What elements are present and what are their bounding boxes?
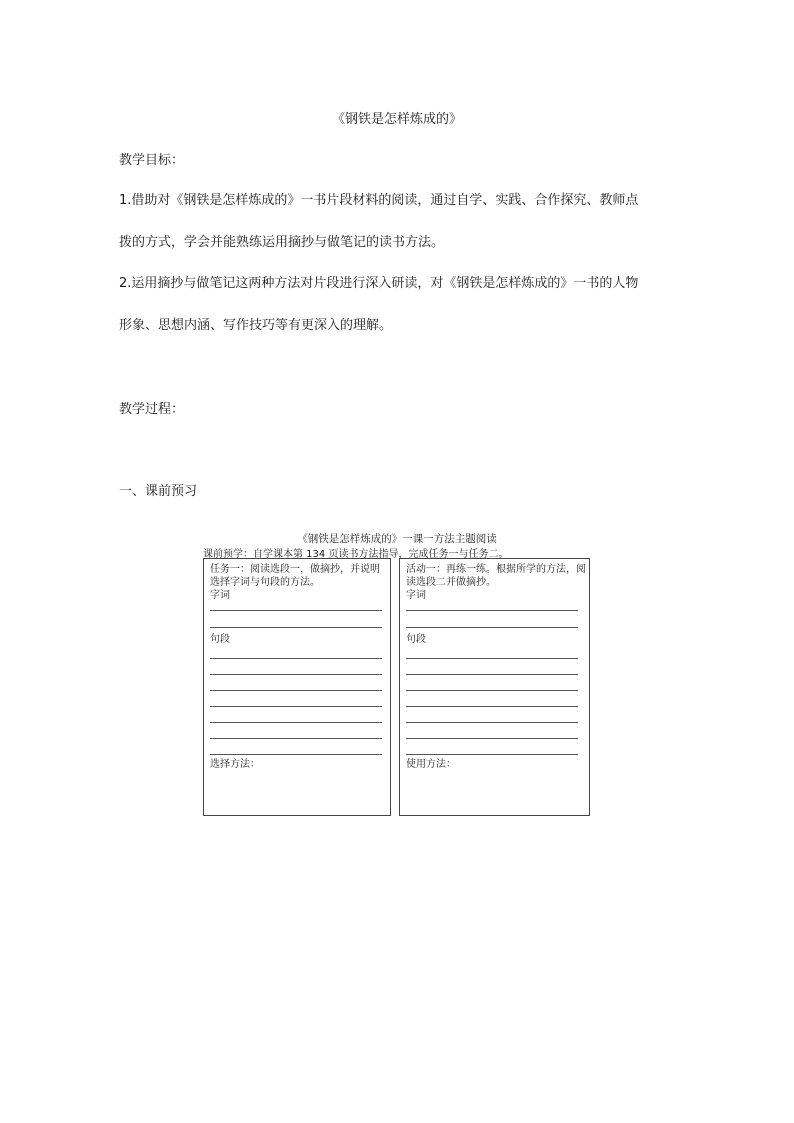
- answer-line: [406, 627, 578, 628]
- answer-line: [210, 658, 382, 659]
- task-1-line-1: 任务一：阅读选段一，做摘抄，并说明: [210, 564, 380, 575]
- activity-1-method-label: 使用方法：: [406, 759, 456, 770]
- answer-line: [406, 610, 578, 611]
- worksheet-subtitle: 课前预学：自学课本第 134 页读书方法指导，完成任务一与任务二。: [203, 549, 509, 560]
- answer-line: [210, 674, 382, 675]
- objective-2-line-1: 2.运用摘抄与做笔记这两种方法对片段进行深入研读，对《钢铁是怎样炼成的》一书的人物: [119, 276, 639, 291]
- objective-1-line-2: 拨的方式，学会并能熟练运用摘抄与做笔记的读书方法。: [119, 235, 445, 250]
- answer-line: [406, 706, 578, 707]
- answer-line: [210, 690, 382, 691]
- objective-2-line-2: 形象、思想内涵、写作技巧等有更深入的理解。: [119, 318, 393, 333]
- activity-1-box: [399, 558, 590, 816]
- document-title: 《钢铁是怎样炼成的》: [331, 112, 462, 127]
- answer-line: [406, 674, 578, 675]
- task-1-method-label: 选择方法：: [210, 759, 260, 770]
- task-1-words-label: 字词: [210, 590, 230, 601]
- worksheet-title: 《钢铁是怎样炼成的》一课一方法主题阅读: [297, 533, 497, 545]
- activity-1-line-1: 活动一：再练一练。根据所学的方法，阅: [406, 564, 586, 575]
- task-1-sentences-label: 句段: [210, 634, 230, 645]
- answer-line: [406, 722, 578, 723]
- answer-line: [406, 658, 578, 659]
- activity-1-sentences-label: 句段: [406, 634, 426, 645]
- process-heading: 教学过程：: [119, 402, 185, 417]
- answer-line: [210, 754, 382, 755]
- section-1-heading: 一、课前预习: [119, 484, 198, 499]
- answer-line: [406, 738, 578, 739]
- activity-1-words-label: 字词: [406, 590, 426, 601]
- objectives-heading: 教学目标：: [119, 153, 185, 168]
- objective-1-line-1: 1.借助对《钢铁是怎样炼成的》一书片段材料的阅读，通过自学、实践、合作探究、教师点: [119, 193, 639, 208]
- answer-line: [210, 610, 382, 611]
- answer-line: [210, 627, 382, 628]
- answer-line: [210, 738, 382, 739]
- task-1-line-2: 选择字词与句段的方法。: [210, 577, 320, 588]
- answer-line: [210, 706, 382, 707]
- answer-line: [406, 690, 578, 691]
- activity-1-line-2: 读选段二并做摘抄。: [406, 577, 496, 588]
- answer-line: [406, 754, 578, 755]
- task-1-box: [203, 558, 391, 816]
- answer-line: [210, 722, 382, 723]
